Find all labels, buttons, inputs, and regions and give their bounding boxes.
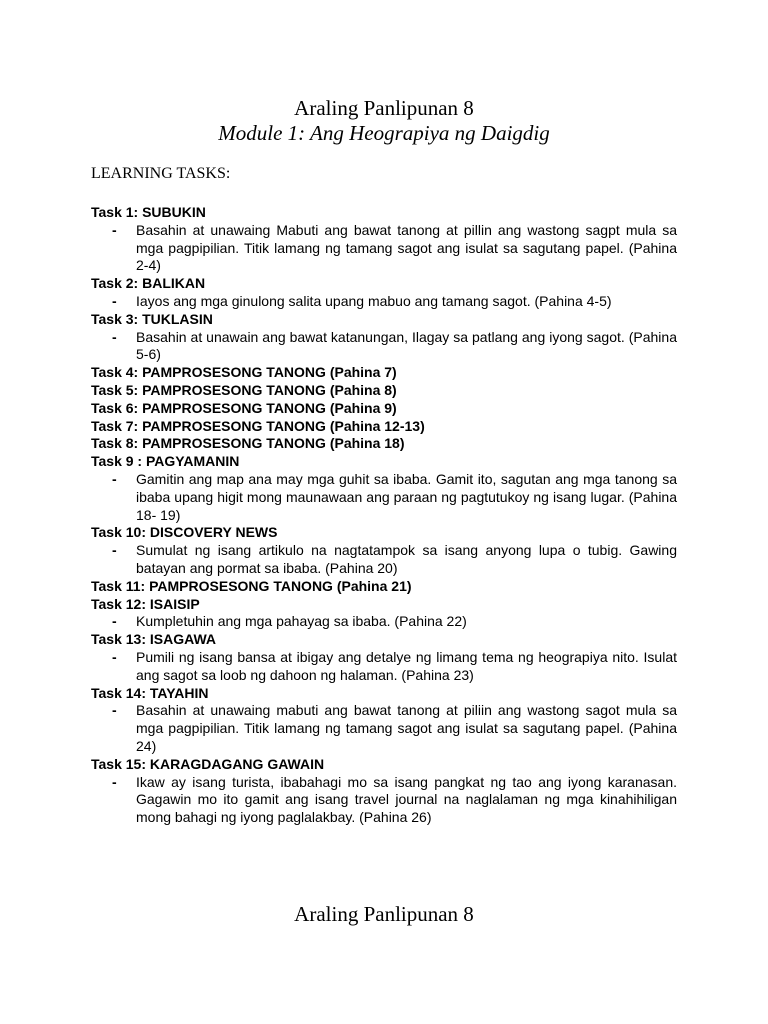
task-description-text: Basahin at unawaing Mabuti ang bawat tanong at pillin ang wastong sagpt mula sa mga pagpipilian. Titik lamang ng tamang sagot ang isulat sa sagutang papel. (Pahina 2-4) <box>136 221 677 274</box>
task-item <box>91 631 677 684</box>
task-description <box>91 649 677 685</box>
bullet-dash: - <box>112 613 117 630</box>
task-description <box>91 222 677 275</box>
task-description-text: Iayos ang mga ginulong salita upang mabuo ang tamang sagot. (Pahina 4-5) <box>136 292 612 309</box>
task-item <box>91 204 677 275</box>
task-description <box>91 293 677 311</box>
task-description-text: Basahin at unawain ang bawat katanungan, Ilagay sa patlang ang iyong sagot. (Pahina 5-6) <box>136 328 677 363</box>
bullet-dash: - <box>112 221 117 238</box>
task-description <box>91 471 677 524</box>
task-title: Task 9 : PAGYAMANIN <box>91 453 240 470</box>
task-item <box>91 524 677 577</box>
bullet-dash: - <box>112 702 117 719</box>
task-description <box>91 774 677 827</box>
task-title: Task 7: PAMPROSESONG TANONG (Pahina 12-13) <box>91 417 425 434</box>
task-title: Task 3: TUKLASIN <box>91 310 213 327</box>
document-subtitle: Module 1: Ang Heograpiya ng Daigdig <box>218 121 550 145</box>
bullet-dash: - <box>112 542 117 559</box>
task-description-text: Gamitin ang map ana may mga guhit sa ibaba. Gamit ito, sagutan ang mga tanong sa ibaba upang higit mong maunawaan ang paraan ng pagtutukoy ng isang lugar. (Pahina 18- 19) <box>136 470 677 523</box>
bullet-dash: - <box>112 648 117 665</box>
task-item <box>91 435 677 453</box>
task-title: Task 14: TAYAHIN <box>91 684 209 701</box>
task-item <box>91 418 677 436</box>
task-title: Task 1: SUBUKIN <box>91 204 206 220</box>
task-description-text: Pumili ng isang bansa at ibigay ang detalye ng limang tema ng heograpiya nito. Isulat ang sagot sa loob ng dahoon ng halaman. (Pahina 23) <box>136 648 677 683</box>
task-description-text: Ikaw ay isang turista, ibabahagi mo sa isang pangkat ng tao ang iyong karanasan. Gagawin mo ito gamit ang isang travel journal na naglalaman ng mga kinahihiligan mong bahagi ng iyong paglalakbay. (Pahina 26) <box>136 773 677 826</box>
next-page-title: Araling Panlipunan 8 <box>294 902 474 926</box>
task-item <box>91 596 677 632</box>
task-title: Task 15: KARAGDAGANG GAWAIN <box>91 755 325 772</box>
task-title: Task 6: PAMPROSESONG TANONG (Pahina 9) <box>91 399 397 416</box>
task-title: Task 2: BALIKAN <box>91 275 206 292</box>
task-description <box>91 329 677 365</box>
task-item <box>91 453 677 524</box>
task-item <box>91 756 677 827</box>
task-title: Task 5: PAMPROSESONG TANONG (Pahina 8) <box>91 381 397 398</box>
task-item <box>91 400 677 418</box>
section-heading: LEARNING TASKS: <box>91 165 231 182</box>
task-list <box>91 204 677 827</box>
task-item <box>91 382 677 400</box>
task-title: Task 12: ISAISIP <box>91 595 200 612</box>
task-item <box>91 364 677 382</box>
task-title: Task 13: ISAGAWA <box>91 631 217 648</box>
task-description <box>91 613 677 631</box>
task-description-text: Kumpletuhin ang mga pahayag sa ibaba. (Pahina 22) <box>136 613 467 630</box>
task-description-text: Sumulat ng isang artikulo na nagtatampok sa isang anyong lupa o tubig. Gawing batayan ang pormat sa ibaba. (Pahina 20) <box>136 542 677 576</box>
task-title: Task 11: PAMPROSESONG TANONG (Pahina 21) <box>91 577 412 594</box>
task-title: Task 8: PAMPROSESONG TANONG (Pahina 18) <box>91 435 405 452</box>
task-item <box>91 685 677 756</box>
bullet-dash: - <box>112 328 117 345</box>
bullet-dash: - <box>112 470 117 487</box>
task-title: Task 10: DISCOVERY NEWS <box>91 524 278 541</box>
task-title: Task 4: PAMPROSESONG TANONG (Pahina 7) <box>91 364 397 381</box>
task-item <box>91 275 677 311</box>
task-item <box>91 578 677 596</box>
document-title: Araling Panlipunan 8 <box>294 96 474 120</box>
bullet-dash: - <box>112 292 117 309</box>
task-description <box>91 542 677 578</box>
task-description-text: Basahin at unawaing mabuti ang bawat tanong at piliin ang wastong sagot mula sa mga pagpipilian. Titik lamang ng tamang sagot ang isulat sa sagutang papel. (Pahina 24) <box>136 702 677 754</box>
bullet-dash: - <box>112 773 117 790</box>
task-description <box>91 702 677 755</box>
task-item <box>91 311 677 364</box>
